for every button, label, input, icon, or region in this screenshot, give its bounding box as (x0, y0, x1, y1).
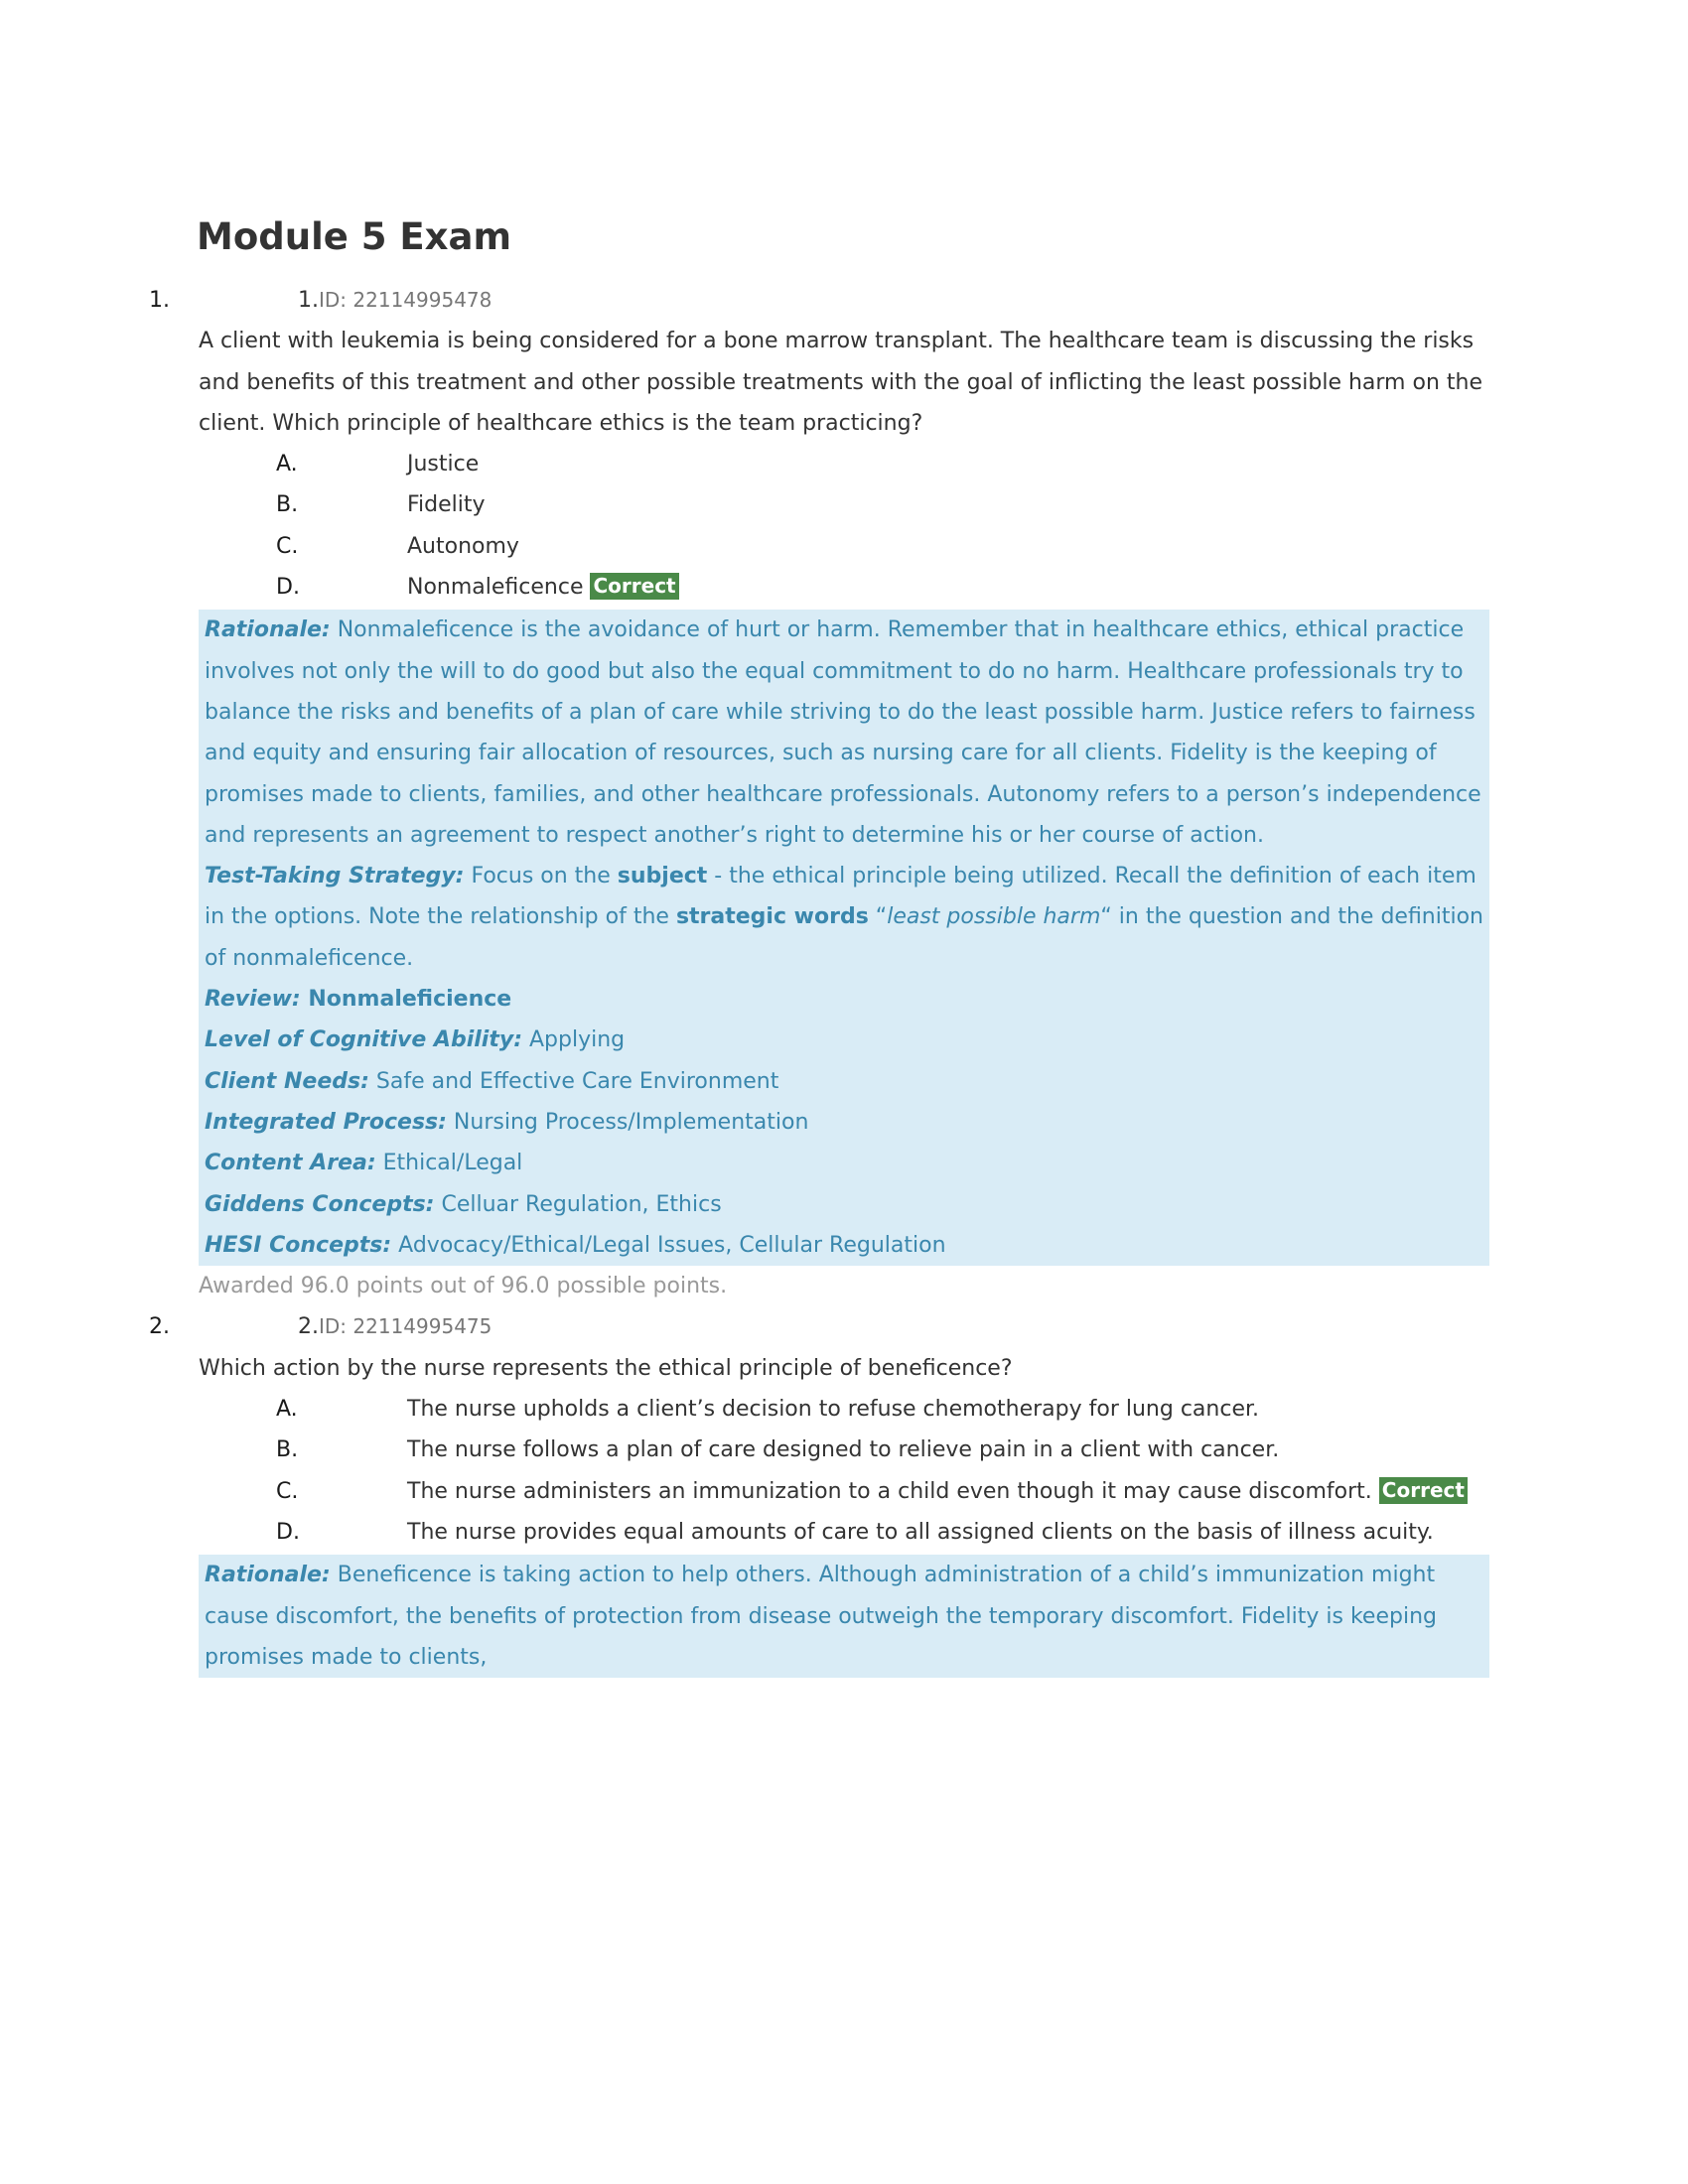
review-line (205, 979, 1483, 1020)
hesi-label: HESI Concepts: (205, 1232, 392, 1258)
client-needs-label: Client Needs: (205, 1068, 369, 1094)
integrated-process-value: Nursing Process/Implementation (446, 1109, 809, 1135)
rationale-text: Nonmaleficence is the avoidance of hurt or harm. Remember that in healthcare ethics, ethical practice involves not only the will to do good but also the equal commitment to do no harm. Healthcare professionals try to balance the risks and benefits of a plan of care while striving to do the least possible harm. Justice refers to fairness and equity and ensuring fair allocation of resources, such as nursing care for all clients. Fidelity is the keeping of promises made to clients, families, and other healthcare professionals. Autonomy refers to a person’s independence and represents an agreement to respect another’s right to determine his or her course of action. (205, 617, 1481, 848)
rationale-box (199, 610, 1489, 1266)
question-item (0, 1306, 1688, 1678)
answer-option-b[interactable] (0, 484, 1494, 525)
strategy-text: - the ethical principle being utilized. Recall the definition of each item in the options. Note the relationship of the (205, 864, 1477, 930)
option-text: Autonomy (407, 533, 519, 559)
option-text: Fidelity (407, 492, 486, 518)
option-letter: D. (276, 1519, 300, 1545)
answer-options (0, 1389, 1688, 1553)
question-header (0, 280, 1688, 321)
giddens-value: Celluar Regulation, Ethics (434, 1191, 722, 1217)
option-text: The nurse administers an immunization to a child even though it may cause discomfort. (407, 1478, 1372, 1504)
question-text: A client with leukemia is being considered for a bone marrow transplant. The healthcare team is discussing the risks and benefits of this treatment and other possible treatments with the goal of inflicting the least possible harm on the client. Which principle of healthcare ethics is the team practicing? (199, 329, 1482, 436)
question-number: 1. (149, 288, 170, 313)
correct-badge: Correct (1379, 1477, 1468, 1504)
strategy-text: Focus on the (464, 864, 618, 889)
question-id: ID: 22114995475 (319, 1314, 492, 1339)
option-text: The nurse provides equal amounts of care to all assigned clients on the basis of illness acuity. (407, 1519, 1434, 1545)
cognitive-value: Applying (522, 1027, 626, 1053)
cognitive-line (205, 1020, 1483, 1060)
strategy-paragraph (205, 856, 1483, 979)
client-needs-value: Safe and Effective Care Environment (368, 1068, 779, 1094)
option-text: The nurse follows a plan of care designed to relieve pain in a client with cancer. (407, 1437, 1280, 1463)
question-number: 2. (149, 1314, 170, 1340)
giddens-label: Giddens Concepts: (205, 1191, 435, 1217)
client-needs-line (205, 1061, 1483, 1102)
cognitive-label: Level of Cognitive Ability: (205, 1027, 522, 1053)
integrated-process-line (205, 1102, 1483, 1143)
question-inner-number: 1. (298, 288, 319, 313)
question-id: ID: 22114995478 (319, 288, 492, 312)
option-letter: C. (276, 533, 299, 559)
rationale-label: Rationale: (205, 617, 331, 643)
option-text: The nurse upholds a client’s decision to refuse chemotherapy for lung cancer. (407, 1397, 1259, 1423)
option-letter: B. (276, 1437, 299, 1463)
review-label: Review: (205, 987, 301, 1013)
strategy-label: Test-Taking Strategy: (205, 864, 465, 889)
answer-option-b[interactable] (0, 1430, 1494, 1470)
integrated-process-label: Integrated Process: (205, 1109, 447, 1135)
rationale-label: Rationale: (205, 1563, 331, 1588)
review-value: Nonmaleficience (300, 987, 512, 1013)
answer-options (0, 444, 1688, 608)
option-text: Nonmaleficence (407, 575, 584, 601)
option-letter: D. (276, 575, 300, 601)
correct-badge: Correct (590, 573, 678, 600)
option-text: Justice (407, 452, 480, 478)
question-list (0, 280, 1688, 1678)
option-letter: A. (276, 452, 298, 478)
option-letter: B. (276, 492, 299, 518)
answer-option-d[interactable] (0, 567, 1494, 608)
answer-option-a[interactable] (0, 1389, 1494, 1430)
content-area-line (205, 1143, 1483, 1183)
giddens-line (205, 1184, 1483, 1225)
page-title: Module 5 Exam (197, 215, 512, 258)
hesi-line (205, 1225, 1483, 1266)
strategy-emphasis: strategic words (675, 904, 869, 930)
rationale-paragraph (205, 1555, 1483, 1678)
content-area-label: Content Area: (205, 1151, 376, 1176)
rationale-text: Beneficence is taking action to help others. Although administration of a child’s immunization might cause discomfort, the benefits of protection from disease outweigh the temporary discomfort. Fidelity is keeping promises made to clients, (205, 1563, 1437, 1670)
answer-option-d[interactable] (0, 1512, 1494, 1553)
question-inner-number: 2. (298, 1314, 319, 1340)
option-letter: C. (276, 1478, 299, 1504)
hesi-value: Advocacy/Ethical/Legal Issues, Cellular Regulation (391, 1232, 946, 1258)
answer-option-c[interactable] (0, 1471, 1494, 1512)
awarded-points: Awarded 96.0 points out of 96.0 possible points. (199, 1274, 728, 1299)
strategy-text: “ (868, 904, 888, 930)
question-header (0, 1306, 1688, 1347)
strategy-text: “ in the question and the definition of nonmaleficence. (205, 904, 1484, 971)
content-area-value: Ethical/Legal (375, 1151, 523, 1176)
option-letter: A. (276, 1397, 298, 1423)
answer-option-a[interactable] (0, 444, 1494, 484)
rationale-box (199, 1555, 1489, 1678)
question-text: Which action by the nurse represents the ethical principle of beneficence? (199, 1355, 1013, 1381)
strategy-emphasis: subject (617, 864, 708, 889)
question-item (0, 280, 1688, 1306)
rationale-paragraph (205, 610, 1483, 856)
strategy-quote: least possible harm (887, 904, 1101, 930)
answer-option-c[interactable] (0, 526, 1494, 567)
